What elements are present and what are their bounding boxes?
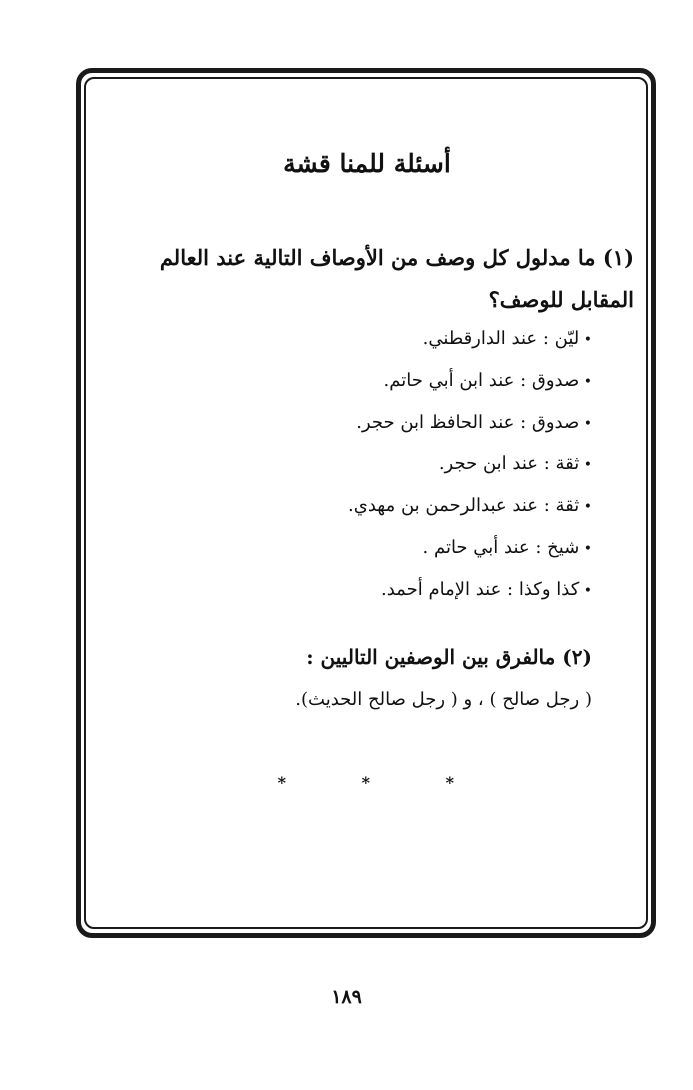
question-2: (٢) مالفرق بين الوصفين التاليين : [306,645,592,669]
separator-star: * [277,773,286,792]
description-item: • صدوق : عند ابن أبي حاتم. [100,361,592,403]
description-list [100,319,592,612]
section-separator [100,773,634,793]
page-heading: أسئلة للمنا قشة [283,149,451,178]
page-content [100,77,634,929]
question-2-detail: ( رجل صالح ) ، و ( رجل صالح الحديث). [295,689,592,710]
question-1: (١) ما مدلول كل وصف من الأوصاف التالية عند العالم المقابل للوصف؟ [159,245,634,312]
description-item: • ليّن : عند الدارقطني. [100,319,592,361]
description-item: • شيخ : عند أبي حاتم . [100,528,592,570]
description-item: • ثقة : عند ابن حجر. [100,444,592,486]
description-item: • صدوق : عند الحافظ ابن حجر. [100,403,592,445]
separator-star: * [445,773,454,792]
description-item: • كذا وكذا : عند الإمام أحمد. [100,570,592,612]
page-number: ١٨٩ [331,986,362,1008]
separator-star: * [361,773,370,792]
description-item: • ثقة : عند عبدالرحمن بن مهدي. [100,486,592,528]
